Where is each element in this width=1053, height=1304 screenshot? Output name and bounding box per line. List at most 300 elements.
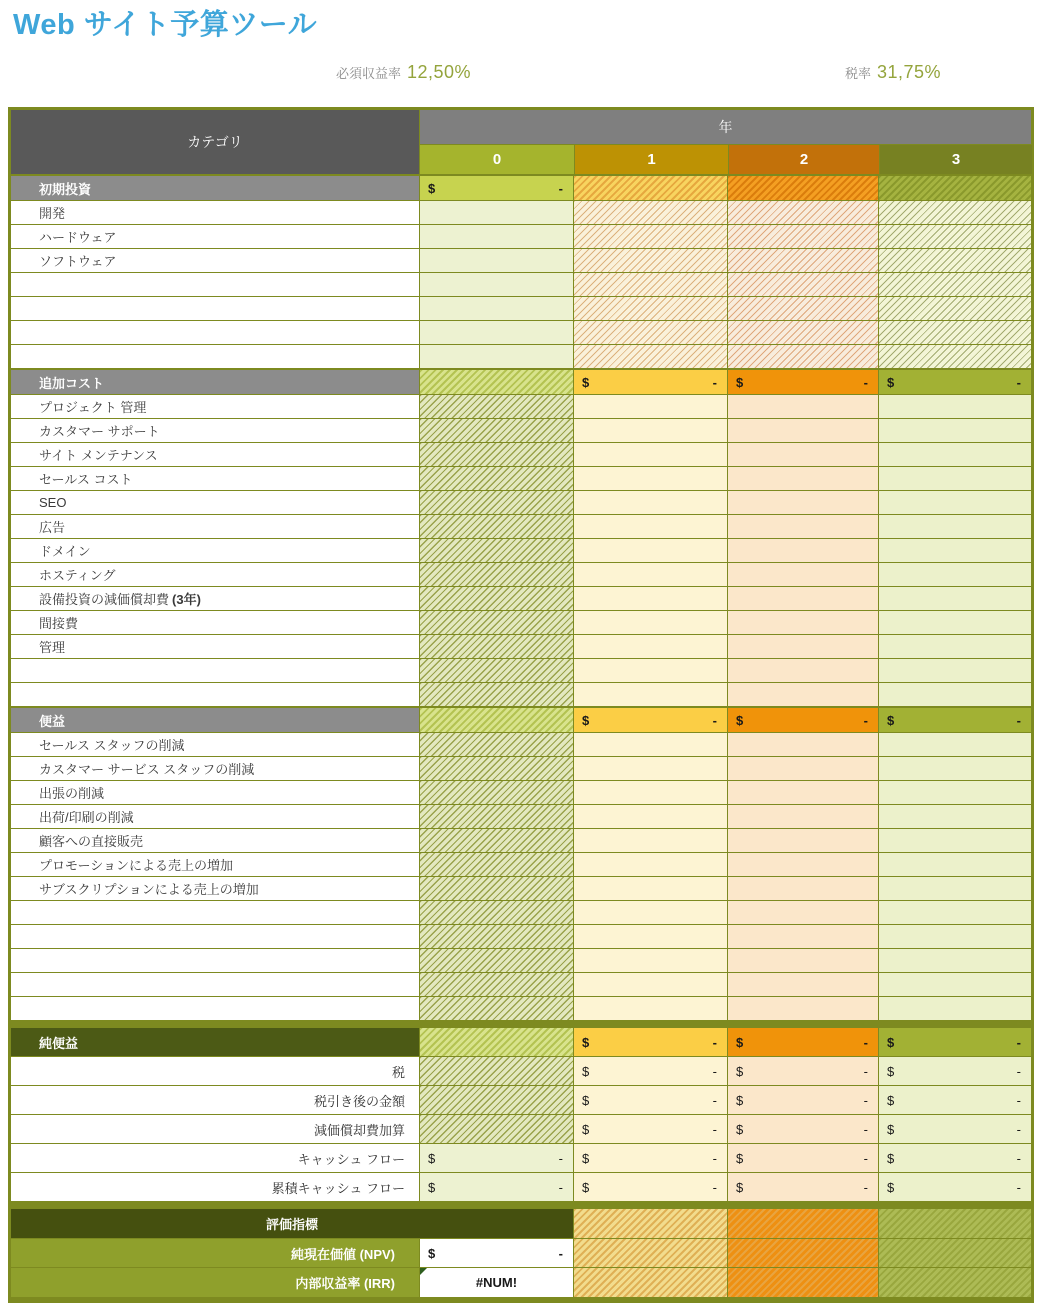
input-cell-year0[interactable] <box>419 273 573 296</box>
input-cell-year1[interactable] <box>573 635 727 658</box>
locked-cell-year2 <box>727 1268 878 1297</box>
input-cell-year1[interactable] <box>573 733 727 756</box>
currency-symbol: $ <box>428 180 436 196</box>
table-row <box>11 732 1031 756</box>
input-cell-year2[interactable] <box>727 635 878 658</box>
row-label-text: 出張の削減 <box>39 786 105 801</box>
currency-symbol: $ <box>736 712 744 728</box>
input-cell-year3[interactable] <box>878 973 1031 996</box>
summary-label-text: 減価償却費加算 <box>313 1122 405 1138</box>
input-cell-year2[interactable] <box>727 587 878 610</box>
year-column-header-0: 0 <box>420 145 574 174</box>
input-cell-year2[interactable] <box>727 683 878 706</box>
summary-row-label <box>11 1086 419 1114</box>
summary-value-year2[interactable] <box>727 1057 878 1085</box>
input-cell-year1[interactable] <box>573 467 727 490</box>
row-label <box>11 949 419 972</box>
currency-symbol: $ <box>887 1063 895 1079</box>
table-row <box>11 248 1031 272</box>
input-cell-year2[interactable] <box>727 805 878 828</box>
locked-cell-year3 <box>878 297 1031 320</box>
table-row <box>11 756 1031 780</box>
locked-cell-year3 <box>878 1268 1031 1297</box>
row-label-text: サイト メンテナンス <box>39 448 158 463</box>
row-label-text: セールス コスト <box>39 472 133 487</box>
input-cell-year3[interactable] <box>878 635 1031 658</box>
table-row <box>11 466 1031 490</box>
section-total-year2[interactable] <box>727 708 878 732</box>
input-cell-year3[interactable] <box>878 539 1031 562</box>
locked-cell-year0 <box>419 997 573 1020</box>
currency-symbol: $ <box>887 1034 895 1050</box>
row-label <box>11 225 419 248</box>
input-cell-year1[interactable] <box>573 781 727 804</box>
input-cell-year2[interactable] <box>727 781 878 804</box>
input-cell-year3[interactable] <box>878 829 1031 852</box>
summary-value-year3[interactable] <box>878 1144 1031 1172</box>
tax-rate-param <box>845 62 941 83</box>
row-label-text: ホスティング <box>39 568 116 583</box>
row-label <box>11 877 419 900</box>
page-title: Web サイト予算ツール <box>13 9 318 41</box>
currency-symbol: $ <box>736 1063 744 1079</box>
summary-row-label <box>11 1057 419 1085</box>
summary-row-label <box>11 1115 419 1143</box>
section-total-year3[interactable] <box>878 708 1031 732</box>
input-cell-year3[interactable] <box>878 805 1031 828</box>
locked-cell-year3 <box>878 321 1031 344</box>
row-label <box>11 539 419 562</box>
table-row <box>11 514 1031 538</box>
input-cell-year3[interactable] <box>878 467 1031 490</box>
input-cell-year1[interactable] <box>573 997 727 1020</box>
row-label-text: 開発 <box>39 206 66 221</box>
currency-symbol: $ <box>736 1092 744 1108</box>
input-cell-year1[interactable] <box>573 683 727 706</box>
input-cell-year2[interactable] <box>727 467 878 490</box>
input-cell-year3[interactable] <box>878 395 1031 418</box>
input-cell-year2[interactable] <box>727 491 878 514</box>
input-cell-year3[interactable] <box>878 515 1031 538</box>
row-label <box>11 249 419 272</box>
amount: - <box>1016 1063 1021 1079</box>
input-cell-year2[interactable] <box>727 853 878 876</box>
input-cell-year0[interactable] <box>419 249 573 272</box>
locked-cell-year0 <box>419 683 573 706</box>
table-row <box>11 224 1031 248</box>
section-divider <box>11 1020 1031 1028</box>
amount: - <box>863 1179 868 1195</box>
row-label-bold: (3年) <box>172 592 201 607</box>
section-total-year0[interactable] <box>419 176 573 200</box>
input-cell-year3[interactable] <box>878 877 1031 900</box>
row-label <box>11 805 419 828</box>
locked-cell-year2 <box>727 1239 878 1267</box>
input-cell-year3[interactable] <box>878 683 1031 706</box>
locked-cell-year2 <box>727 176 878 200</box>
locked-cell-year2 <box>727 321 878 344</box>
input-cell-year1[interactable] <box>573 877 727 900</box>
row-label <box>11 901 419 924</box>
table-row <box>11 996 1031 1020</box>
amount: - <box>863 1150 868 1166</box>
summary-value-year3[interactable] <box>878 1086 1031 1114</box>
locked-cell-year3 <box>878 273 1031 296</box>
locked-cell-year1 <box>573 273 727 296</box>
input-cell-year2[interactable] <box>727 611 878 634</box>
row-label <box>11 321 419 344</box>
table-row <box>11 320 1031 344</box>
amount: - <box>863 1121 868 1137</box>
row-label <box>11 659 419 682</box>
input-cell-year3[interactable] <box>878 491 1031 514</box>
amount: - <box>712 1150 717 1166</box>
summary-value-year0[interactable] <box>419 1144 573 1172</box>
input-cell-year3[interactable] <box>878 587 1031 610</box>
locked-cell-year0 <box>419 587 573 610</box>
input-cell-year3[interactable] <box>878 659 1031 682</box>
input-cell-year0[interactable] <box>419 345 573 368</box>
currency-symbol: $ <box>582 1179 590 1195</box>
table-row <box>11 418 1031 442</box>
amount: - <box>558 1245 563 1261</box>
table-row <box>11 852 1031 876</box>
table-row <box>11 200 1031 224</box>
amount: - <box>1016 712 1021 728</box>
table-row <box>11 948 1031 972</box>
summary-value-year2[interactable] <box>727 1086 878 1114</box>
currency-symbol: $ <box>428 1150 436 1166</box>
currency-symbol: $ <box>887 374 895 390</box>
input-cell-year0[interactable] <box>419 297 573 320</box>
locked-cell-year2 <box>727 1209 878 1238</box>
input-cell-year2[interactable] <box>727 539 878 562</box>
input-cell-year2[interactable] <box>727 395 878 418</box>
net-benefit-year1[interactable] <box>573 1028 727 1056</box>
currency-symbol: $ <box>582 712 590 728</box>
locked-cell-year0 <box>419 611 573 634</box>
locked-cell-year2 <box>727 297 878 320</box>
amount: - <box>1016 1121 1021 1137</box>
input-cell-year3[interactable] <box>878 563 1031 586</box>
section-header-row <box>11 174 1031 200</box>
input-cell-year2[interactable] <box>727 659 878 682</box>
summary-value-year1[interactable] <box>573 1144 727 1172</box>
row-label <box>11 395 419 418</box>
npv-value-cell[interactable] <box>419 1239 573 1267</box>
currency-symbol: $ <box>582 1121 590 1137</box>
irr-value-cell[interactable] <box>419 1268 573 1297</box>
net-benefit-year3[interactable] <box>878 1028 1031 1056</box>
input-cell-year3[interactable] <box>878 925 1031 948</box>
amount: - <box>863 712 868 728</box>
input-cell-year3[interactable] <box>878 949 1031 972</box>
table-row <box>11 562 1031 586</box>
locked-cell-year0 <box>419 539 573 562</box>
input-cell-year3[interactable] <box>878 757 1031 780</box>
required-rate-value[interactable]: 12,50% <box>407 62 472 82</box>
parameters-bar <box>0 62 1053 86</box>
summary-value-year1[interactable] <box>573 1057 727 1085</box>
row-label <box>11 491 419 514</box>
input-cell-year1[interactable] <box>573 491 727 514</box>
locked-cell-year0 <box>419 1086 573 1114</box>
locked-cell-year0 <box>419 853 573 876</box>
locked-cell-year0 <box>419 659 573 682</box>
input-cell-year3[interactable] <box>878 733 1031 756</box>
input-cell-year3[interactable] <box>878 853 1031 876</box>
row-label <box>11 997 419 1020</box>
amount: - <box>1016 1092 1021 1108</box>
summary-value-year1[interactable] <box>573 1173 727 1201</box>
locked-cell-year0 <box>419 1028 573 1056</box>
row-label-text: 管理 <box>39 640 66 655</box>
row-label <box>11 757 419 780</box>
tax-rate-value[interactable]: 31,75% <box>877 62 942 82</box>
currency-symbol: $ <box>736 1179 744 1195</box>
table-row <box>11 780 1031 804</box>
locked-cell-year1 <box>573 297 727 320</box>
amount: - <box>863 1092 868 1108</box>
year-column-header-3: 3 <box>879 145 1032 174</box>
input-cell-year1[interactable] <box>573 587 727 610</box>
table-row <box>11 586 1031 610</box>
summary-row <box>11 1114 1031 1143</box>
amount: - <box>1016 1150 1021 1166</box>
locked-cell-year0 <box>419 733 573 756</box>
summary-label-text: 税 <box>391 1064 405 1080</box>
locked-cell-year3 <box>878 201 1031 224</box>
table-body <box>11 174 1031 1297</box>
row-label <box>11 201 419 224</box>
table-row <box>11 296 1031 320</box>
metrics-title: 評価指標 <box>11 1209 573 1238</box>
locked-cell-year0 <box>419 973 573 996</box>
locked-cell-year3 <box>878 176 1031 200</box>
locked-cell-year0 <box>419 949 573 972</box>
table-row <box>11 442 1031 466</box>
locked-cell-year0 <box>419 877 573 900</box>
summary-row <box>11 1143 1031 1172</box>
section-total-year3[interactable] <box>878 370 1031 394</box>
section-divider <box>11 1201 1031 1209</box>
input-cell-year2[interactable] <box>727 733 878 756</box>
irr-label: 内部収益率 (IRR) <box>11 1268 419 1297</box>
locked-cell-year0 <box>419 563 573 586</box>
category-column-header: カテゴリ <box>11 110 419 174</box>
row-label-text: サブスクリプションによる売上の増加 <box>39 882 259 897</box>
input-cell-year1[interactable] <box>573 659 727 682</box>
amount: - <box>712 1179 717 1195</box>
input-cell-year2[interactable] <box>727 925 878 948</box>
input-cell-year2[interactable] <box>727 877 878 900</box>
locked-cell-year3 <box>878 249 1031 272</box>
table-row <box>11 876 1031 900</box>
irr-row <box>11 1267 1031 1297</box>
input-cell-year1[interactable] <box>573 395 727 418</box>
input-cell-year2[interactable] <box>727 901 878 924</box>
row-label-text: プロモーションによる売上の増加 <box>39 858 233 873</box>
input-cell-year1[interactable] <box>573 539 727 562</box>
row-label-text: カスタマー サポート <box>39 424 160 439</box>
locked-cell-year1 <box>573 345 727 368</box>
input-cell-year1[interactable] <box>573 563 727 586</box>
input-cell-year1[interactable] <box>573 901 727 924</box>
section-header-row <box>11 368 1031 394</box>
input-cell-year1[interactable] <box>573 853 727 876</box>
summary-value-year1[interactable] <box>573 1086 727 1114</box>
table-row <box>11 900 1031 924</box>
locked-cell-year0 <box>419 635 573 658</box>
row-label-text: カスタマー サービス スタッフの削減 <box>39 762 255 777</box>
amount: - <box>712 712 717 728</box>
locked-cell-year0 <box>419 467 573 490</box>
section-total-year1[interactable] <box>573 708 727 732</box>
table-header <box>11 110 1031 174</box>
amount: - <box>712 1121 717 1137</box>
currency-symbol: $ <box>736 1121 744 1137</box>
input-cell-year1[interactable] <box>573 515 727 538</box>
amount: - <box>712 1034 717 1050</box>
locked-cell-year0 <box>419 829 573 852</box>
input-cell-year1[interactable] <box>573 443 727 466</box>
row-label <box>11 345 419 368</box>
input-cell-year1[interactable] <box>573 949 727 972</box>
input-cell-year2[interactable] <box>727 757 878 780</box>
input-cell-year2[interactable] <box>727 829 878 852</box>
summary-row <box>11 1085 1031 1114</box>
summary-value-year3[interactable] <box>878 1115 1031 1143</box>
currency-symbol: $ <box>582 374 590 390</box>
locked-cell-year2 <box>727 273 878 296</box>
locked-cell-year1 <box>573 201 727 224</box>
table-row <box>11 804 1031 828</box>
input-cell-year0[interactable] <box>419 321 573 344</box>
currency-symbol: $ <box>582 1092 590 1108</box>
input-cell-year2[interactable] <box>727 949 878 972</box>
row-label <box>11 273 419 296</box>
input-cell-year1[interactable] <box>573 829 727 852</box>
summary-value-year2[interactable] <box>727 1173 878 1201</box>
input-cell-year1[interactable] <box>573 925 727 948</box>
locked-cell-year1 <box>573 1268 727 1297</box>
summary-value-year1[interactable] <box>573 1115 727 1143</box>
row-label <box>11 733 419 756</box>
year-number-headers <box>420 144 1031 174</box>
table-row <box>11 344 1031 368</box>
amount: - <box>1016 374 1021 390</box>
input-cell-year0[interactable] <box>419 201 573 224</box>
net-benefit-year2[interactable] <box>727 1028 878 1056</box>
required-rate-label: 必須収益率 <box>336 66 402 81</box>
summary-value-year0[interactable] <box>419 1173 573 1201</box>
section-header-row <box>11 706 1031 732</box>
row-label-text: プロジェクト 管理 <box>39 400 147 415</box>
metrics-header-row <box>11 1209 1031 1238</box>
input-cell-year2[interactable] <box>727 419 878 442</box>
input-cell-year3[interactable] <box>878 443 1031 466</box>
summary-value-year3[interactable] <box>878 1057 1031 1085</box>
locked-cell-year2 <box>727 345 878 368</box>
locked-cell-year3 <box>878 1239 1031 1267</box>
table-row <box>11 394 1031 418</box>
year-column-header-2: 2 <box>728 145 879 174</box>
locked-cell-year0 <box>419 781 573 804</box>
currency-symbol: $ <box>582 1150 590 1166</box>
table-row <box>11 272 1031 296</box>
year-column-header-1: 1 <box>574 145 728 174</box>
locked-cell-year1 <box>573 1209 727 1238</box>
locked-cell-year3 <box>878 345 1031 368</box>
locked-cell-year0 <box>419 491 573 514</box>
section-title: 便益 <box>11 708 419 732</box>
npv-row <box>11 1238 1031 1267</box>
input-cell-year1[interactable] <box>573 805 727 828</box>
section-title: 初期投資 <box>11 176 419 200</box>
input-cell-year3[interactable] <box>878 781 1031 804</box>
locked-cell-year1 <box>573 176 727 200</box>
summary-value-year2[interactable] <box>727 1115 878 1143</box>
row-label <box>11 611 419 634</box>
row-label <box>11 563 419 586</box>
row-label <box>11 419 419 442</box>
input-cell-year0[interactable] <box>419 225 573 248</box>
locked-cell-year1 <box>573 321 727 344</box>
input-cell-year2[interactable] <box>727 997 878 1020</box>
locked-cell-year0 <box>419 708 573 732</box>
locked-cell-year0 <box>419 370 573 394</box>
input-cell-year2[interactable] <box>727 973 878 996</box>
input-cell-year3[interactable] <box>878 611 1031 634</box>
locked-cell-year2 <box>727 249 878 272</box>
input-cell-year1[interactable] <box>573 973 727 996</box>
input-cell-year1[interactable] <box>573 611 727 634</box>
row-label-text: ハードウェア <box>39 230 117 245</box>
input-cell-year2[interactable] <box>727 563 878 586</box>
summary-value-year2[interactable] <box>727 1144 878 1172</box>
currency-symbol: $ <box>887 1179 895 1195</box>
currency-symbol: $ <box>887 712 895 728</box>
table-row <box>11 658 1031 682</box>
section-total-year1[interactable] <box>573 370 727 394</box>
input-cell-year3[interactable] <box>878 901 1031 924</box>
row-label <box>11 683 419 706</box>
input-cell-year3[interactable] <box>878 997 1031 1020</box>
currency-symbol: $ <box>736 1034 744 1050</box>
summary-value-year3[interactable] <box>878 1173 1031 1201</box>
amount: - <box>712 374 717 390</box>
table-row <box>11 924 1031 948</box>
amount: - <box>712 1092 717 1108</box>
input-cell-year1[interactable] <box>573 757 727 780</box>
input-cell-year1[interactable] <box>573 419 727 442</box>
summary-row-label <box>11 1144 419 1172</box>
row-label-text: ドメイン <box>39 544 91 559</box>
row-label <box>11 925 419 948</box>
currency-symbol: $ <box>736 374 744 390</box>
section-title: 追加コスト <box>11 370 419 394</box>
row-label <box>11 515 419 538</box>
table-row <box>11 610 1031 634</box>
currency-symbol: $ <box>736 1150 744 1166</box>
section-total-year2[interactable] <box>727 370 878 394</box>
input-cell-year3[interactable] <box>878 419 1031 442</box>
amount: - <box>863 374 868 390</box>
amount: - <box>1016 1034 1021 1050</box>
locked-cell-year1 <box>573 225 727 248</box>
input-cell-year2[interactable] <box>727 515 878 538</box>
input-cell-year2[interactable] <box>727 443 878 466</box>
